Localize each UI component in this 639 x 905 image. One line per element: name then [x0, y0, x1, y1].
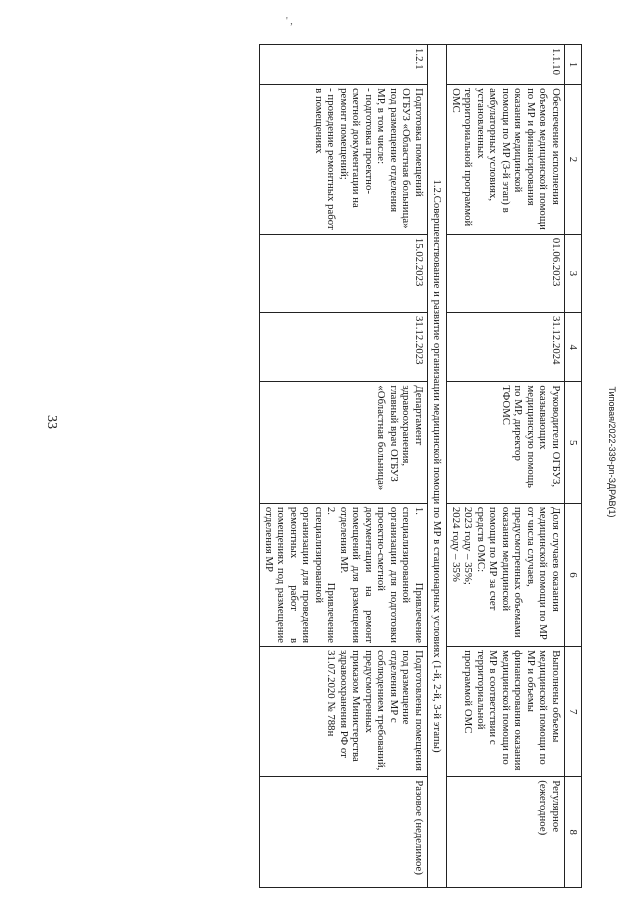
col-header: 4	[565, 312, 582, 381]
col-header: 1	[565, 45, 582, 85]
row-number: 1.1.10	[447, 45, 565, 85]
start-date: 15.02.2023	[260, 234, 428, 312]
responsible: Руководители ОГБУЗ, оказывающих медицинскую помощь по МР, директор ТФОМС	[447, 382, 565, 504]
measure-name: Подготовка помещений ОГБУЗ «Областная больница» под размещение отделения МР, в том числе: - подготовка проектно-сметной документации на ремонт помещений; - проведение ремонтных работ в помещениях	[260, 85, 428, 235]
scan-mark: ' ,	[286, 16, 293, 27]
result: Подготовлены помещения под размещение отделения МР с соблюдением требований, предусмотренных приказом Министерства здравоохранения РФ от 31.07.2020 № 788н	[260, 647, 428, 777]
page-number: 33	[44, 415, 59, 429]
start-date: 01.06.2023	[447, 234, 565, 312]
col-header: 8	[565, 777, 582, 888]
section-title: 1.2.Совершенствование и развитие организации медицинской помощи по МР в стационарных условиях (1-й, 2-й, 3-й этапы)	[427, 45, 447, 888]
end-date: 31.12.2023	[260, 312, 428, 381]
col-header: 6	[565, 503, 582, 646]
column-number-row	[565, 45, 582, 888]
result: Выполнены объемы медицинской помощи по МР и объемы финансирования оказания медицинской помощи по МР в соответствии с территориальной программой ОМС	[447, 647, 565, 777]
col-header: 3	[565, 234, 582, 312]
plan-table	[259, 44, 582, 888]
periodicity: Разовое (неделимое)	[260, 777, 428, 888]
end-date: 31.12.2024	[447, 312, 565, 381]
periodicity: Регулярное (ежегодное)	[447, 777, 565, 888]
row-number: 1.2.1	[260, 45, 428, 85]
indicator: Доля случаев оказания медицинской помощи по МР от числа случаев, предусмотренных объемами оказания медицинской помощи по МР за счет средств ОМС: 2023 году – 35%; 2024 году – 35%	[447, 503, 565, 646]
col-header: 2	[565, 85, 582, 235]
section-row	[427, 45, 447, 888]
col-header: 7	[565, 647, 582, 777]
document-code: Типовая/2022-339-pn-ЗДРАВ(1)	[607, 386, 617, 518]
table-row	[447, 45, 565, 888]
table-row	[260, 45, 428, 888]
indicator: 1. Привлечение специализированной организации для подготовки проектно-сметной документации на ремонт помещений для размещения отделения МР. 2. Привлечение специализированной организации для проведения ремонтных работ в помещениях под размещение отделения МР	[260, 503, 428, 646]
measure-name: Обеспечение исполнения объемов медицинской помощи по МР и финансирования оказания медицинской помощи по МР (3-й этап) в амбулаторных условиях, установленных территориальной программой ОМС	[447, 85, 565, 235]
responsible: Департамент здравоохранения, главный врач ОГБУЗ «Областная больница»	[260, 382, 428, 504]
col-header: 5	[565, 382, 582, 504]
